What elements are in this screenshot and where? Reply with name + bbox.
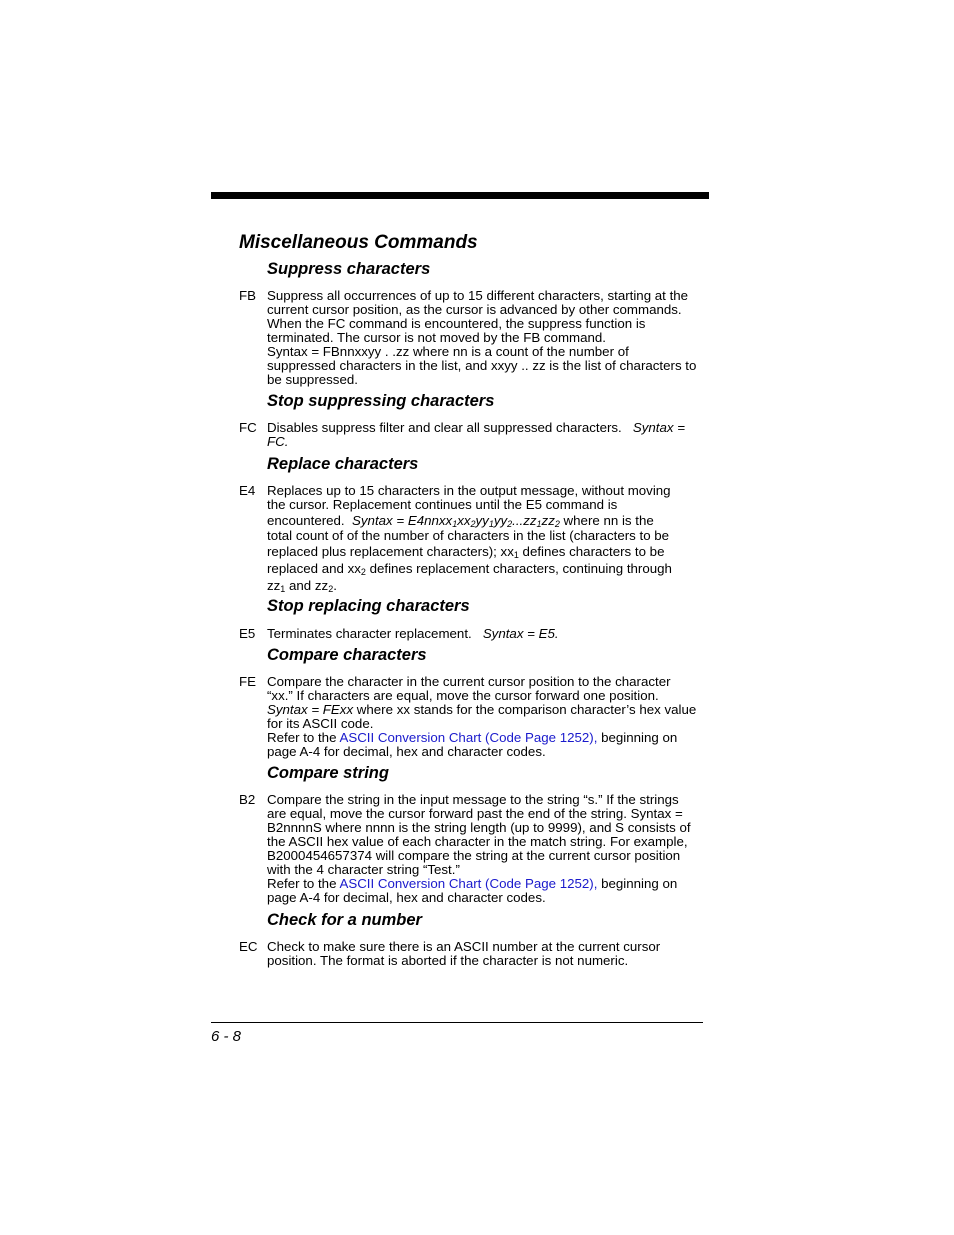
fc-text: Disables suppress filter and clear all suppressed characters. (267, 420, 622, 435)
e4-line-3: encountered. Syntax = $E4nnxx_1xx_2yy_1yy_2...zz_1zz_2$ where nn is the (267, 513, 654, 529)
command-code-fe: FE (239, 674, 256, 689)
heading-stop-suppressing: Stop suppressing characters (267, 392, 495, 410)
fe-text: Compare the character in the current cursor position to the character “xx.” If characters are equal, move the cursor forward one position. Syntax = FExx where xx stands for the comparison character’s hex value for its ASCII code. (267, 674, 697, 731)
e5-text: Terminates character replacement. (267, 626, 472, 641)
e4-line-7: $zz_1$ and $zz_2$. (267, 578, 337, 594)
fc-syntax: Syntax = FC. (267, 420, 685, 449)
ascii-chart-link[interactable]: ASCII Conversion Chart (Code Page 1252), (339, 730, 598, 745)
command-description-e5 (267, 627, 700, 641)
heading-check-number: Check for a number (267, 911, 422, 929)
command-code-fc: FC (239, 420, 257, 435)
heading-compare-string: Compare string (267, 764, 389, 782)
heading-stop-replacing: Stop replacing characters (267, 597, 470, 615)
e4-line-5: replaced plus replacement characters); $xx_1$ defines characters to be (267, 544, 665, 560)
section-title: Miscellaneous Commands (239, 232, 478, 253)
command-description-ec (267, 940, 700, 968)
command-code-b2: B2 (239, 792, 256, 807)
fb-syntax: Syntax = FBnnxxyy . .zz where nn is a count of the number of suppressed characters in the list, and xxyy .. zz is the list of characters to be suppressed. (267, 344, 697, 387)
ascii-chart-link[interactable]: ASCII Conversion Chart (Code Page 1252), (339, 876, 598, 891)
page-number: 6 - 8 (211, 1028, 242, 1045)
command-code-e4: E4 (239, 483, 256, 498)
e4-line-1: Replaces up to 15 characters in the output message, without moving (267, 483, 671, 498)
fb-text: Suppress all occurrences of up to 15 different characters, starting at the current cursor position, as the cursor is advanced by other commands. When the FC command is encountered, the suppress function is terminated. The cursor is not moved by the FB command. (267, 288, 689, 345)
b2-reference: Refer to the ASCII Conversion Chart (Code Page 1252), beginning on page A-4 for decimal, hex and character codes. (267, 876, 678, 905)
e5-syntax: Syntax = E5. (482, 626, 559, 641)
fe-syntax: Syntax = FExx (267, 702, 354, 717)
command-description-fb (267, 289, 700, 387)
command-description-fe (267, 675, 700, 759)
command-description-fc (267, 421, 700, 449)
e4-syntax: Syntax = $E4nnxx_1xx_2yy_1yy_2...zz_1zz_2$ (352, 513, 560, 529)
b2-text: Compare the string in the input message to the string “s.” If the strings are equal, move the cursor forward past the end of the string. Syntax = B2nnnnS where nnnn is the string length (up to 9999), and S consists of the ASCII hex value of each character in the match string. For example, B2000454657374 will compare the string at the current cursor position with the 4 character string “Test.” (267, 792, 691, 877)
heading-compare-characters: Compare characters (267, 646, 427, 664)
top-rule (211, 192, 709, 199)
command-code-e5: E5 (239, 626, 256, 641)
fe-reference: Refer to the ASCII Conversion Chart (Code Page 1252), beginning on page A-4 for decimal, hex and character codes. (267, 730, 678, 759)
footer-rule (211, 1022, 703, 1023)
e4-line-2: the cursor. Replacement continues until the E5 command is (267, 497, 618, 512)
heading-suppress-characters: Suppress characters (267, 260, 431, 278)
command-code-fb: FB (239, 288, 256, 303)
ec-text: Check to make sure there is an ASCII number at the current cursor position. The format is aborted if the character is not numeric. (267, 939, 661, 968)
e4-line-6: replaced and $xx_2$ defines replacement characters, continuing through (267, 561, 672, 577)
heading-replace-characters: Replace characters (267, 455, 419, 473)
e4-line-4: total count of of the number of characters in the list (characters to be (267, 528, 670, 543)
command-description-b2 (267, 793, 700, 905)
command-description-e4 (267, 484, 700, 594)
command-code-ec: EC (239, 939, 258, 954)
